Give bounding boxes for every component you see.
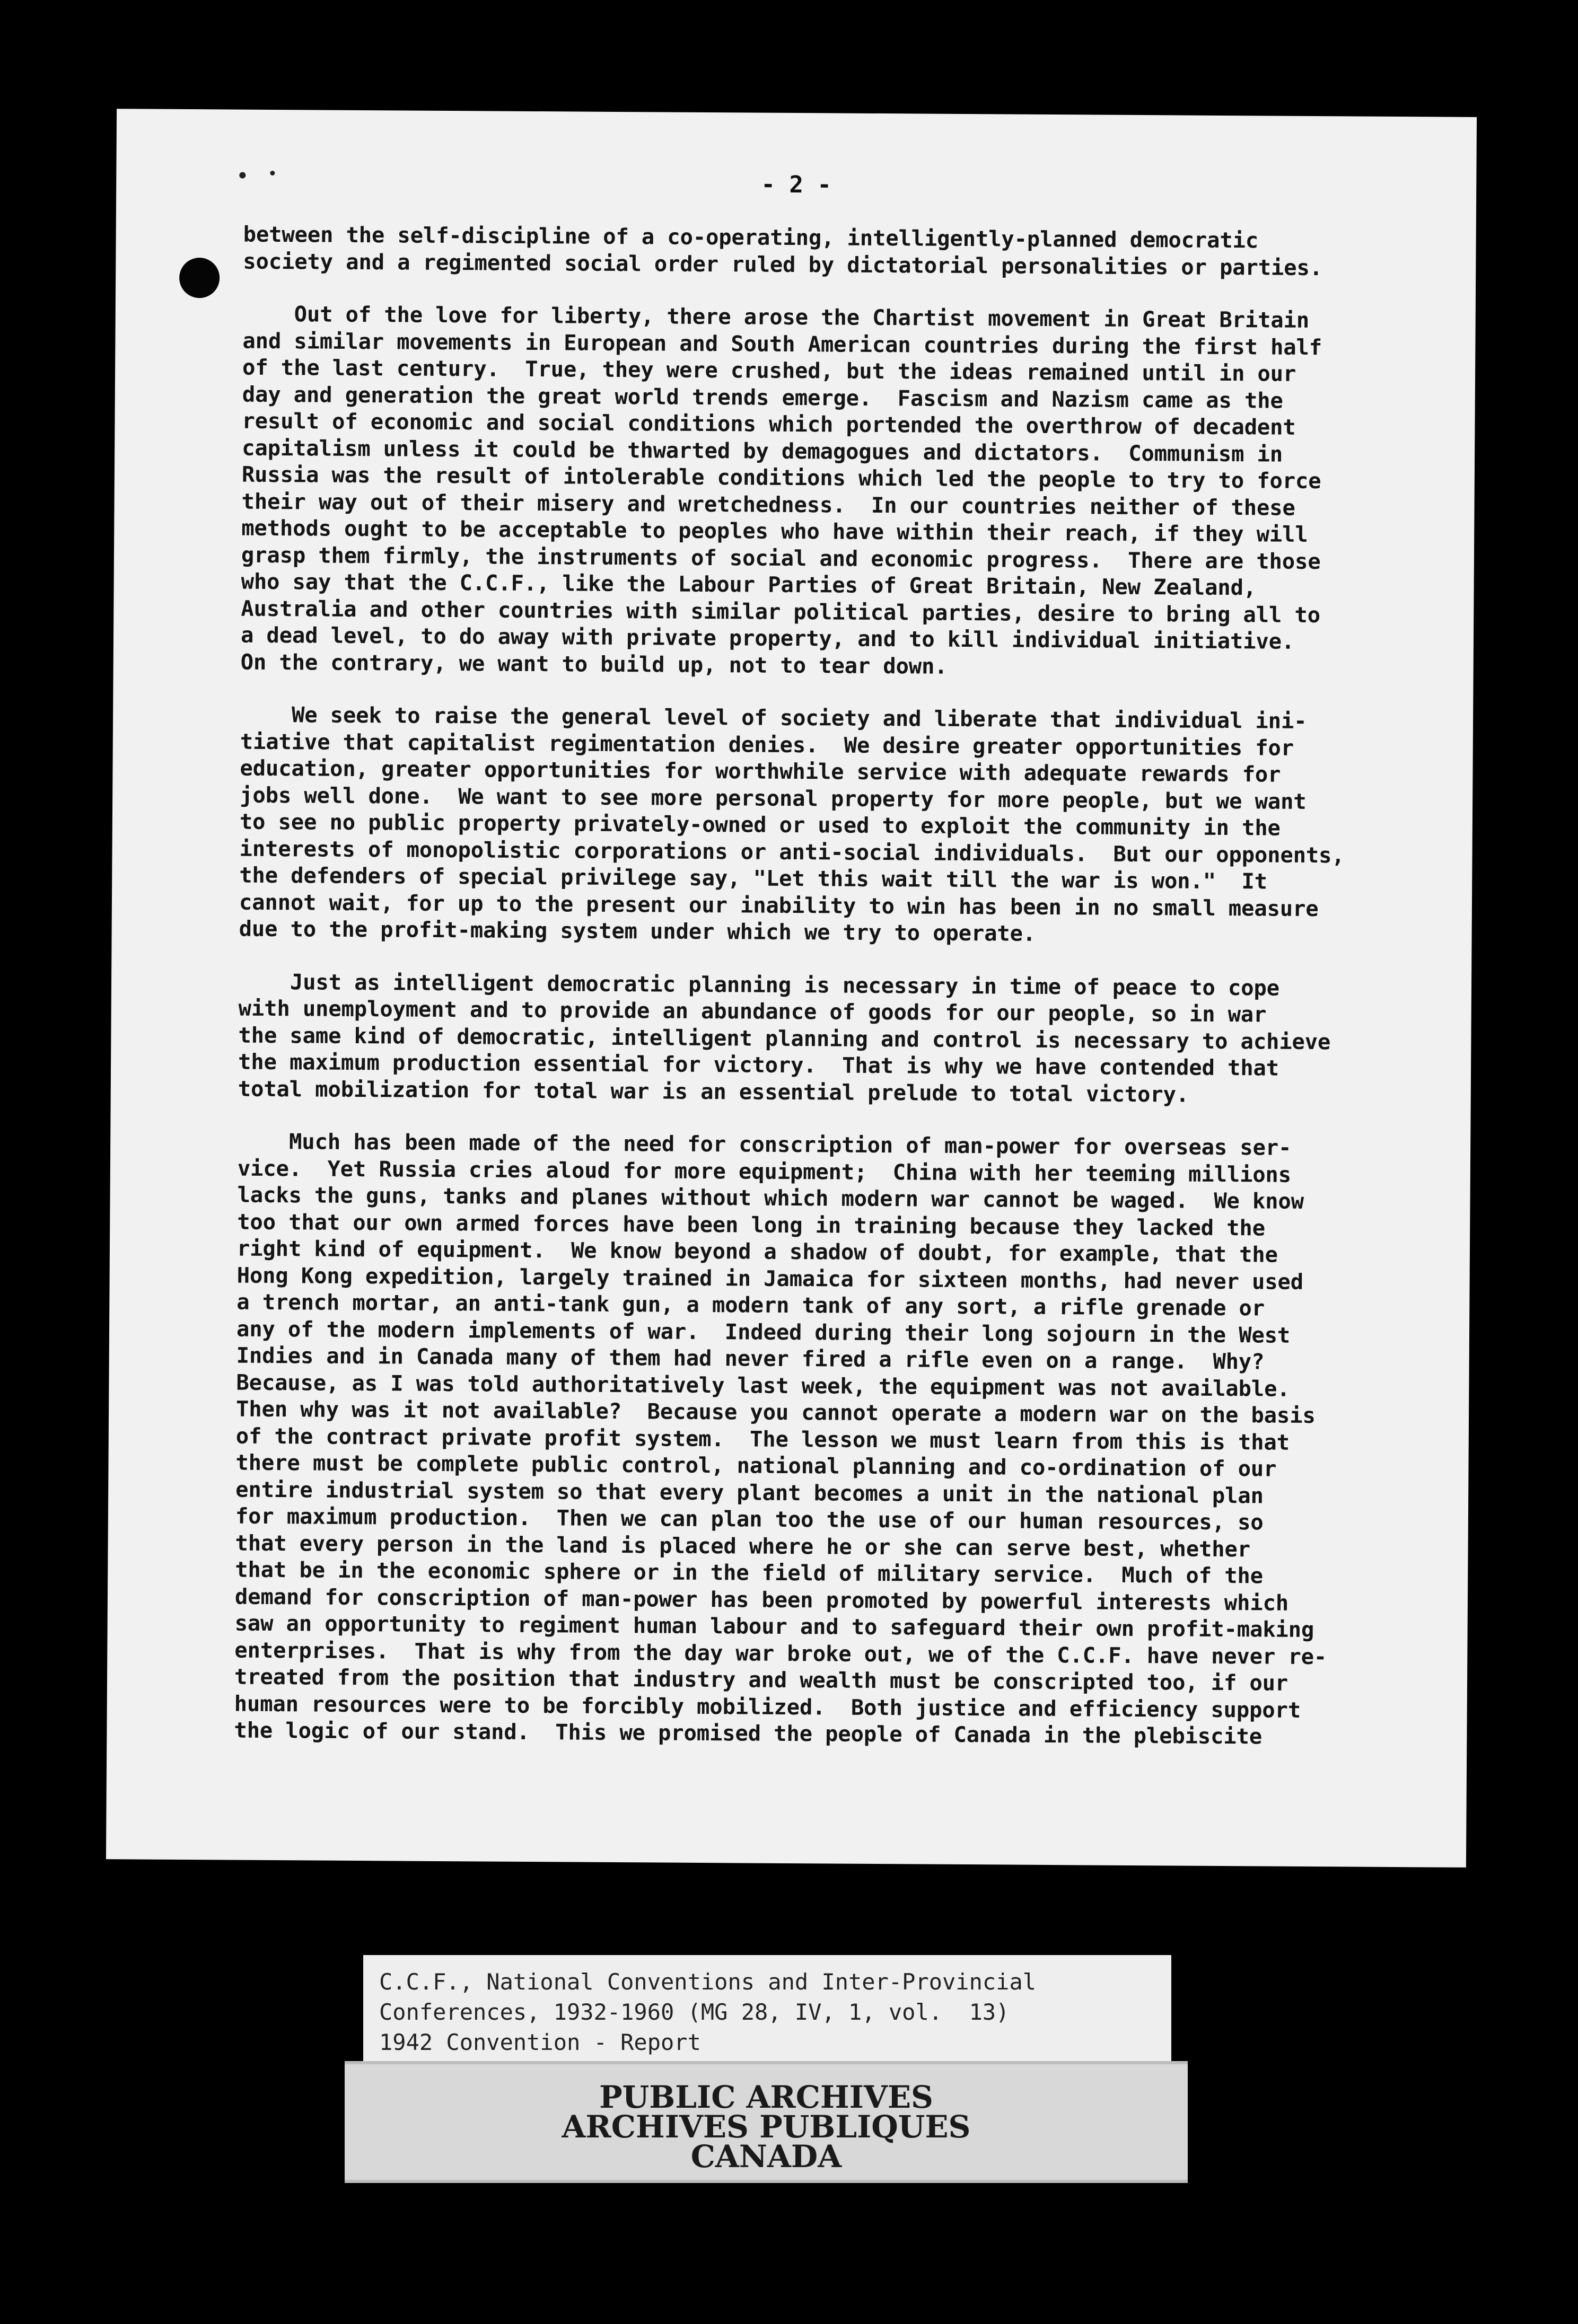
- paragraph: [238, 968, 1427, 1109]
- text-line: tiative that capitalist regimentation denies. We desire greater opportunities for: [240, 728, 1294, 761]
- text-line: right kind of equipment. We know beyond a shadow of doubt, for example, that the: [236, 1235, 1278, 1267]
- document-page: [106, 109, 1477, 1868]
- text-line: enterprises. That is why from the day war broke out, we of the C.C.F. have never re-: [234, 1637, 1327, 1669]
- text-line: of the contract private profit system. The lesson we must learn from this is that: [235, 1423, 1290, 1455]
- text-line: Hong Kong expedition, largely trained in Jamaica for sixteen months, had never used: [236, 1262, 1304, 1295]
- text-line: a dead level, to do away with private property, and to kill individual initiative.: [240, 622, 1295, 654]
- text-line: Indies and in Canada many of them had never fired a rifle even on a range. Why?: [236, 1342, 1265, 1375]
- paragraph: [243, 221, 1431, 282]
- paragraph: [239, 701, 1428, 949]
- text-line: methods ought to be acceptable to peoples who have within their reach, if they will: [241, 515, 1308, 547]
- document-body: [234, 221, 1431, 1777]
- text-line: a trench mortar, an anti-tank gun, a modern tank of any sort, a rifle grenade or: [236, 1289, 1265, 1321]
- text-line: result of economic and social conditions which portended the overthrow of decadent: [242, 408, 1296, 440]
- text-line: demand for conscription of man-power has been promoted by powerful interests which: [234, 1583, 1289, 1616]
- label-line: C.C.F., National Conventions and Inter-Provincial: [379, 1969, 1037, 1995]
- text-line: the logic of our stand. This we promised the people of Canada in the plebiscite: [234, 1717, 1263, 1749]
- text-line: to see no public property privately-owned or used to exploit the community in the: [239, 808, 1281, 841]
- text-line: On the contrary, we want to build up, not to tear down.: [240, 649, 948, 679]
- text-line: Australia and other countries with similar political parties, desire to bring all to: [241, 595, 1321, 628]
- text-line: Russia was the result of intolerable conditions which led the people to try to force: [241, 461, 1321, 494]
- text-line: education, greater opportunities for worthwhile service with adequate rewards for: [240, 755, 1281, 787]
- text-line: due to the profit-making system under which we try to operate.: [239, 915, 1036, 946]
- text-line: Just as intelligent democratic planning is necessary in time of peace to cope: [238, 969, 1280, 1001]
- text-line: jobs well done. We want to see more personal property for more people, but we want: [240, 782, 1307, 814]
- text-line: capitalism unless it could be thwarted by demagogues and dictators. Communism in: [242, 435, 1283, 467]
- text-line: any of the modern implements of war. Indeed during their long sojourn in the West: [236, 1316, 1291, 1348]
- text-line: for maximum production. Then we can plan too the use of our human resources, so: [235, 1503, 1264, 1535]
- text-line: treated from the position that industry and wealth must be conscripted too, if our: [234, 1663, 1288, 1696]
- text-line: lacks the guns, tanks and planes without which modern war cannot be waged. We know: [237, 1182, 1304, 1214]
- text-line: that every person in the land is placed where he or she can serve best, whether: [235, 1530, 1251, 1562]
- text-line: Because, as I was told authoritatively last week, the equipment was not available.: [236, 1369, 1290, 1402]
- label-line: 1942 Convention - Report: [379, 2029, 701, 2055]
- archives-stamp: [345, 2061, 1188, 2183]
- paragraph: [241, 301, 1431, 683]
- text-line: human resources were to be forcibly mobilized. Both justice and efficiency support: [234, 1691, 1301, 1723]
- paragraph: [234, 1128, 1425, 1751]
- text-line: with unemployment and to provide an abundance of goods for our people, so in war: [238, 995, 1267, 1027]
- text-line: who say that the C.C.F., like the Labour Parties of Great Britain, New Zealand,: [241, 568, 1257, 601]
- stamp-line: CANADA: [690, 2138, 842, 2175]
- text-line: Then why was it not available? Because you cannot operate a modern war on the basis: [235, 1396, 1316, 1429]
- text-line: Out of the love for liberty, there arose the Chartist movement in Great Britain: [242, 301, 1310, 333]
- text-line: society and a regimented social order ruled by dictatorial personalities or parties.: [243, 248, 1323, 280]
- text-line: there must be complete public control, national planning and co-ordination of our: [235, 1449, 1277, 1482]
- text-line: that be in the economic sphere or in the field of military service. Much of the: [235, 1556, 1264, 1589]
- text-line: between the self-discipline of a co-operating, intelligently-planned democratic: [243, 221, 1259, 253]
- punch-hole: [179, 258, 220, 298]
- label-line: Conferences, 1932-1960 (MG 28, IV, 1, vol. 13): [379, 1999, 1010, 2025]
- text-line: vice. Yet Russia cries aloud for more equipment; China with her teeming millions: [237, 1155, 1292, 1187]
- text-line: cannot wait, for up to the present our inability to win has been in no small measure: [239, 889, 1319, 921]
- text-line: grasp them firmly, the instruments of social and economic progress. There are those: [241, 542, 1321, 574]
- text-line: total mobilization for total war is an essential prelude to total victory.: [238, 1076, 1189, 1107]
- text-line: entire industrial system so that every plant becomes a unit in the national plan: [235, 1476, 1264, 1508]
- text-line: interests of monopolistic corporations or anti-social individuals. But our opponents,: [239, 835, 1345, 868]
- stamp-line: ARCHIVES PUBLIQUES: [562, 2109, 971, 2145]
- text-line: day and generation the great world trends emerge. Fascism and Nazism came as the: [242, 381, 1283, 413]
- text-line: too that our own armed forces have been long in training because they lacked the: [237, 1209, 1266, 1240]
- archive-reference-label: [363, 1955, 1171, 2061]
- text-line: their way out of their misery and wretchedness. In our countries neither of these: [241, 488, 1295, 521]
- text-line: the same kind of democratic, intelligent planning and control is necessary to achieve: [238, 1022, 1331, 1054]
- text-line: of the last century. True, they were crushed, but the ideas remained until in our: [242, 354, 1296, 386]
- text-line: saw an opportunity to regiment human labour and to safeguard their own profit-making: [234, 1610, 1314, 1643]
- text-line: the maximum production essential for victory. That is why we have contended that: [238, 1049, 1279, 1081]
- text-line: the defenders of special privilege say, "Let this wait till the war is won." It: [239, 862, 1268, 894]
- text-line: and similar movements in European and South American countries during the first half: [242, 328, 1322, 360]
- page-number: - 2 -: [761, 171, 832, 199]
- text-line: We seek to raise the general level of society and liberate that individual ini-: [240, 701, 1307, 734]
- stamp-line: PUBLIC ARCHIVES: [599, 2079, 933, 2115]
- text-line: Much has been made of the need for conscription of man-power for overseas ser-: [238, 1128, 1292, 1160]
